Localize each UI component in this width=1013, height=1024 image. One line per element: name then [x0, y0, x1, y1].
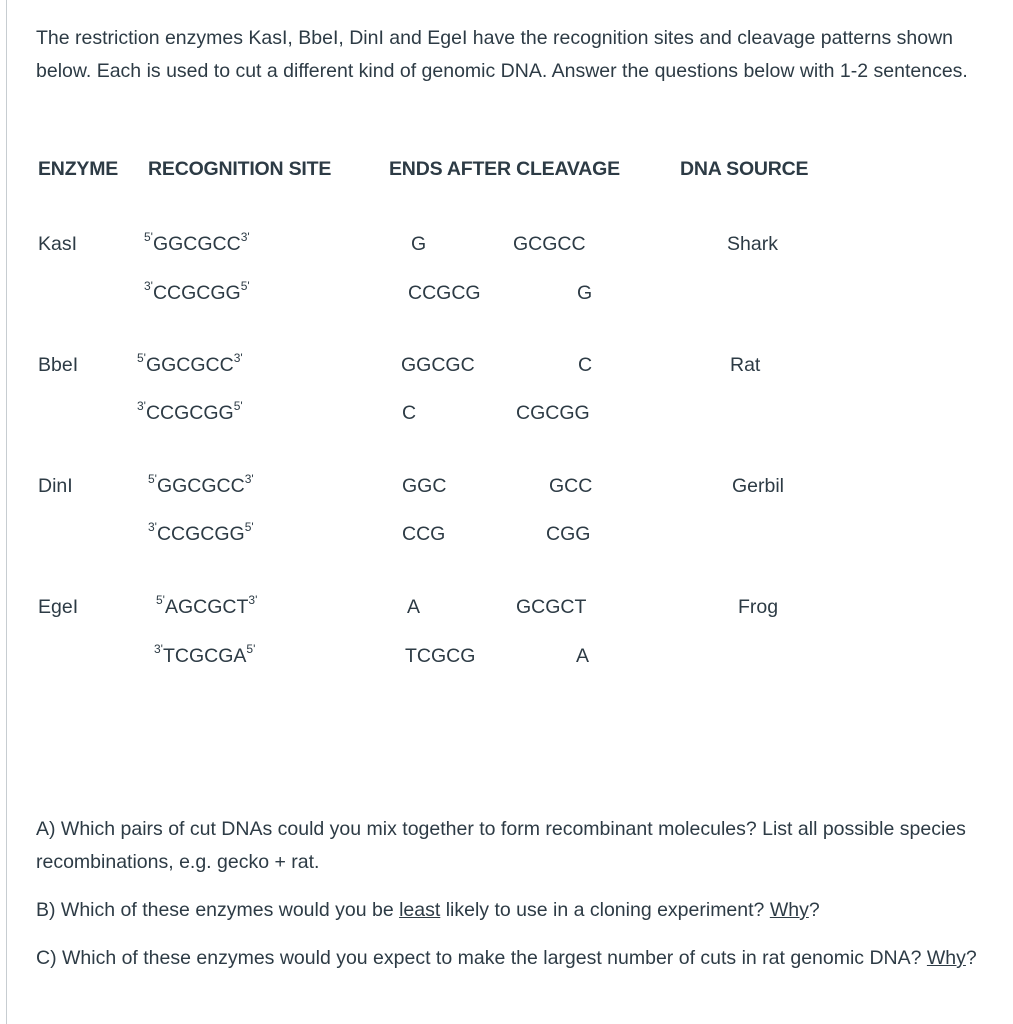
recognition-top-strand: $^{5'}GGCGCC^{3'}$	[144, 230, 250, 255]
recognition-top-strand: $^{5'}AGCGCT^{3'}$	[156, 593, 258, 618]
recognition-top-strand: $^{5'}GGCGCC^{3'}$	[137, 351, 243, 376]
question-a: A) Which pairs of cut DNAs could you mix together to form recombinant molecules? List all possible species recombinations, e.g. gecko + rat.	[36, 818, 966, 873]
header-dna-source: DNA SOURCE	[680, 158, 809, 180]
end-top-left: GGCGC	[401, 354, 475, 376]
end-top-right: GCGCT	[516, 596, 587, 618]
question-c: C) Which of these enzymes would you expect to make the largest number of cuts in rat genomic DNA? Why?	[36, 947, 977, 969]
dna-source: Frog	[738, 596, 779, 618]
recognition-bottom-strand: $^{3'}CCGCGG^{5'}$	[148, 520, 254, 545]
emphasis-why: Why	[926, 947, 966, 969]
end-bottom-right: CGG	[546, 523, 591, 545]
dna-source: Rat	[730, 354, 761, 376]
header-ends-after-cleavage: ENDS AFTER CLEAVAGE	[389, 158, 620, 180]
enzyme-name: BbeI	[38, 354, 79, 376]
enzyme-name: KasI	[38, 233, 78, 255]
end-top-left: GGC	[402, 475, 447, 497]
enzyme-name: DinI	[38, 475, 73, 497]
end-top-left: A	[407, 596, 421, 618]
enzyme-name: EgeI	[38, 596, 79, 618]
end-bottom-left: CCG	[402, 523, 446, 545]
recognition-bottom-strand: $^{3'}CCGCGG^{5'}$	[144, 279, 250, 304]
recognition-bottom-strand: $^{3'}CCGCGG^{5'}$	[137, 399, 243, 424]
end-top-right: GCC	[549, 475, 593, 497]
end-top-left: G	[411, 233, 427, 255]
end-bottom-left: CCGCG	[408, 282, 481, 304]
header-enzyme: ENZYME	[38, 158, 119, 180]
dna-source: Gerbil	[732, 475, 785, 497]
emphasis-why: Why	[769, 899, 809, 921]
left-border-rule	[6, 0, 7, 1024]
dna-source: Shark	[727, 233, 778, 255]
recognition-top-strand: $^{5'}GGCGCC^{3'}$	[148, 472, 254, 497]
end-bottom-right: A	[576, 645, 590, 667]
end-bottom-left: C	[402, 402, 417, 424]
question-b: B) Which of these enzymes would you be least likely to use in a cloning experiment? Why?	[36, 899, 820, 921]
recognition-bottom-strand: $^{3'}TCGCGA^{5'}$	[154, 642, 256, 667]
end-bottom-left: TCGCG	[405, 645, 476, 667]
end-bottom-right: CGCGG	[516, 402, 590, 424]
emphasis-least: least	[399, 899, 441, 921]
header-recognition-site: RECOGNITION SITE	[148, 158, 332, 180]
end-bottom-right: G	[577, 282, 593, 304]
intro-paragraph: The restriction enzymes KasI, BbeI, DinI and EgeI have the recognition sites and cleavage patterns shown below. Each is used to cut a different kind of genomic DNA. Answer the questions below with 1-2 sentences.	[36, 27, 968, 82]
end-top-right: C	[578, 354, 593, 376]
end-top-right: GCGCC	[513, 233, 586, 255]
